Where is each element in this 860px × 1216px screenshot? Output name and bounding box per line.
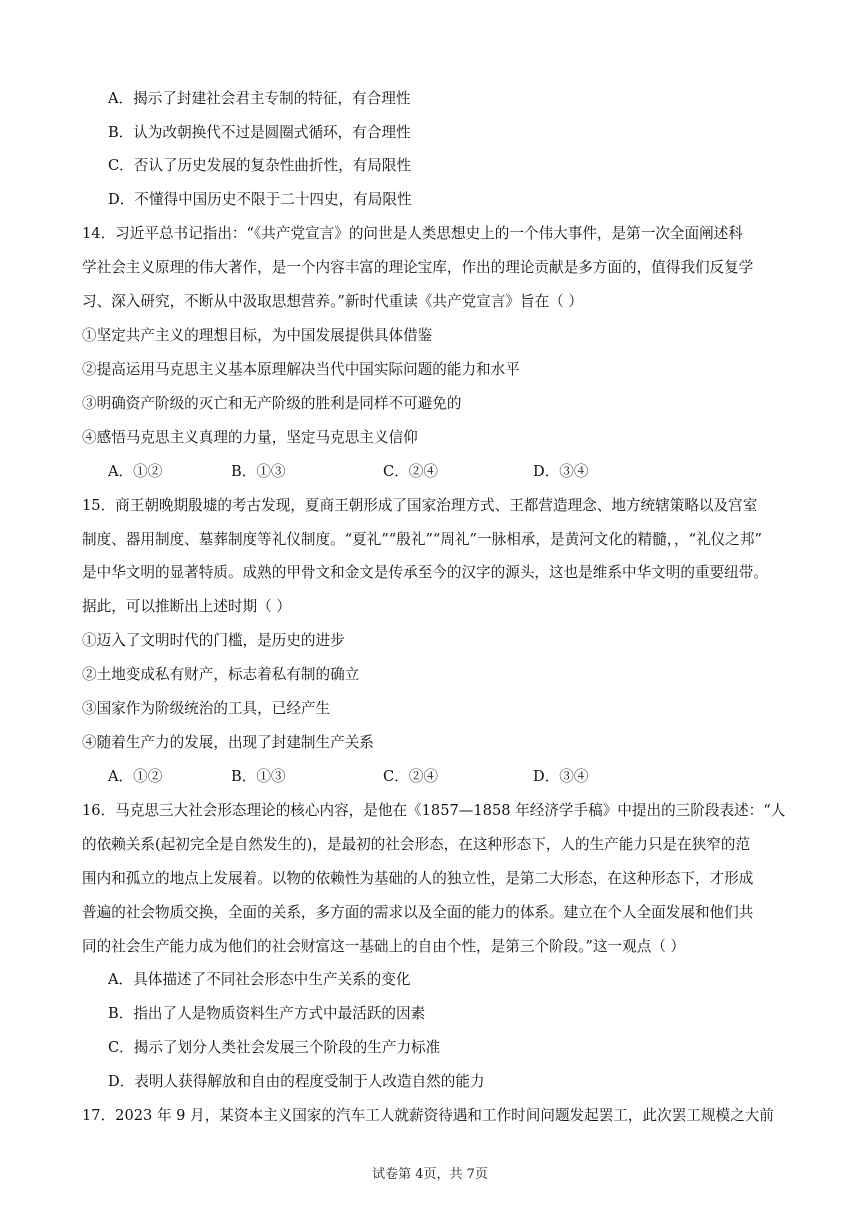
q13-option-a: A．揭示了封建社会君主专制的特征，有合理性 bbox=[108, 90, 411, 107]
q15-stem-line: 制度、器用制度、墓葬制度等礼仪制度。“夏礼”“殷礼”“周礼”一脉相承，是黄河文化的精髓，，“礼仪之邦” bbox=[82, 531, 762, 548]
q15-stem-line: 据此，可以推断出上述时期（ ） bbox=[82, 598, 291, 615]
q14-stem-line: 习、深入研究，不断从中汲取思想营养。”新时代重读《共产党宣言》旨在（ ） bbox=[82, 293, 583, 310]
q14-choice-c: C．②④ bbox=[383, 463, 438, 480]
q15-item-4: ④随着生产力的发展，出现了封建制生产关系 bbox=[82, 734, 374, 751]
q14-item-4: ④感悟马克思主义真理的力量，坚定马克思主义信仰 bbox=[82, 429, 418, 446]
q14-item-3: ③明确资产阶级的灭亡和无产阶级的胜利是同样不可避免的 bbox=[82, 395, 462, 412]
q15-choice-c: C．②④ bbox=[383, 768, 438, 785]
q13-option-b: B．认为改朝换代不过是圆圈式循环，有合理性 bbox=[108, 124, 411, 141]
q16-option-a: A．具体描述了不同社会形态中生产关系的变化 bbox=[108, 971, 411, 988]
q13-option-d: D．不懂得中国历史不限于二十四史，有局限性 bbox=[108, 191, 412, 208]
q14-choice-d: D．③④ bbox=[533, 463, 589, 480]
q14-item-2: ②提高运用马克思主义基本原理解决当代中国实际问题的能力和水平 bbox=[82, 361, 520, 378]
q16-stem-line: 16．马克思三大社会形态理论的核心内容，是他在《1857—1858 年经济学手稿》中提出的三阶段表述：“人 bbox=[82, 802, 786, 819]
q17-stem-line: 17．2023 年 9 月，某资本主义国家的汽车工人就薪资待遇和工作时间问题发起罢工，此次罢工规模之大前 bbox=[82, 1107, 774, 1124]
q14-choice-b: B．①③ bbox=[231, 463, 286, 480]
q16-option-b: B．指出了人是物质资料生产方式中最活跃的因素 bbox=[108, 1005, 426, 1022]
q14-stem-line: 14．习近平总书记指出：“《共产党宣言》的问世是人类思想史上的一个伟大事件，是第一次全面阐述科 bbox=[82, 225, 743, 242]
q15-stem-line: 是中华文明的显著特质。成熟的甲骨文和金文是传承至今的汉字的源头，这也是维系中华文明的重要纽带。 bbox=[82, 564, 768, 581]
q15-choice-b: B．①③ bbox=[231, 768, 286, 785]
q14-item-1: ①坚定共产主义的理想目标，为中国发展提供具体借鉴 bbox=[82, 327, 433, 344]
q15-choice-a: A．①② bbox=[108, 768, 163, 785]
q16-stem-line: 的依赖关系(起初完全是自然发生的)，是最初的社会形态，在这种形态下，人的生产能力只是在狭窄的范 bbox=[82, 836, 751, 853]
q16-option-c: C．揭示了划分人类社会发展三个阶段的生产力标准 bbox=[108, 1039, 441, 1056]
q16-stem-line: 围内和孤立的地点上发展着。以物的依赖性为基础的人的独立性，是第二大形态，在这种形态下，才形成 bbox=[82, 870, 754, 887]
q13-option-c: C．否认了历史发展的复杂性曲折性，有局限性 bbox=[108, 157, 412, 174]
q15-item-2: ②土地变成私有财产，标志着私有制的确立 bbox=[82, 666, 360, 683]
page-footer: 试卷第 4页，共 7页 bbox=[372, 1167, 488, 1182]
q16-option-d: D．表明人获得解放和自由的程度受制于人改造自然的能力 bbox=[108, 1073, 485, 1090]
q15-item-3: ③国家作为阶级统治的工具，已经产生 bbox=[82, 700, 331, 717]
q16-stem-line: 同的社会生产能力成为他们的社会财富这一基础上的自由个性，是第三个阶段。”这一观点（ ） bbox=[82, 938, 686, 955]
q15-item-1: ①迈入了文明时代的门槛，是历史的进步 bbox=[82, 632, 345, 649]
q15-stem-line: 15．商王朝晚期殷墟的考古发现，夏商王朝形成了国家治理方式、王都营造理念、地方统辖策略以及宫室 bbox=[82, 497, 758, 514]
q14-choice-a: A．①② bbox=[108, 463, 163, 480]
q16-stem-line: 普遍的社会物质交换，全面的关系，多方面的需求以及全面的能力的体系。建立在个人全面发展和他们共 bbox=[82, 904, 754, 921]
q15-choice-d: D．③④ bbox=[533, 768, 589, 785]
q14-stem-line: 学社会主义原理的伟大著作，是一个内容丰富的理论宝库，作出的理论贡献是多方面的，值得我们反复学 bbox=[82, 259, 754, 276]
